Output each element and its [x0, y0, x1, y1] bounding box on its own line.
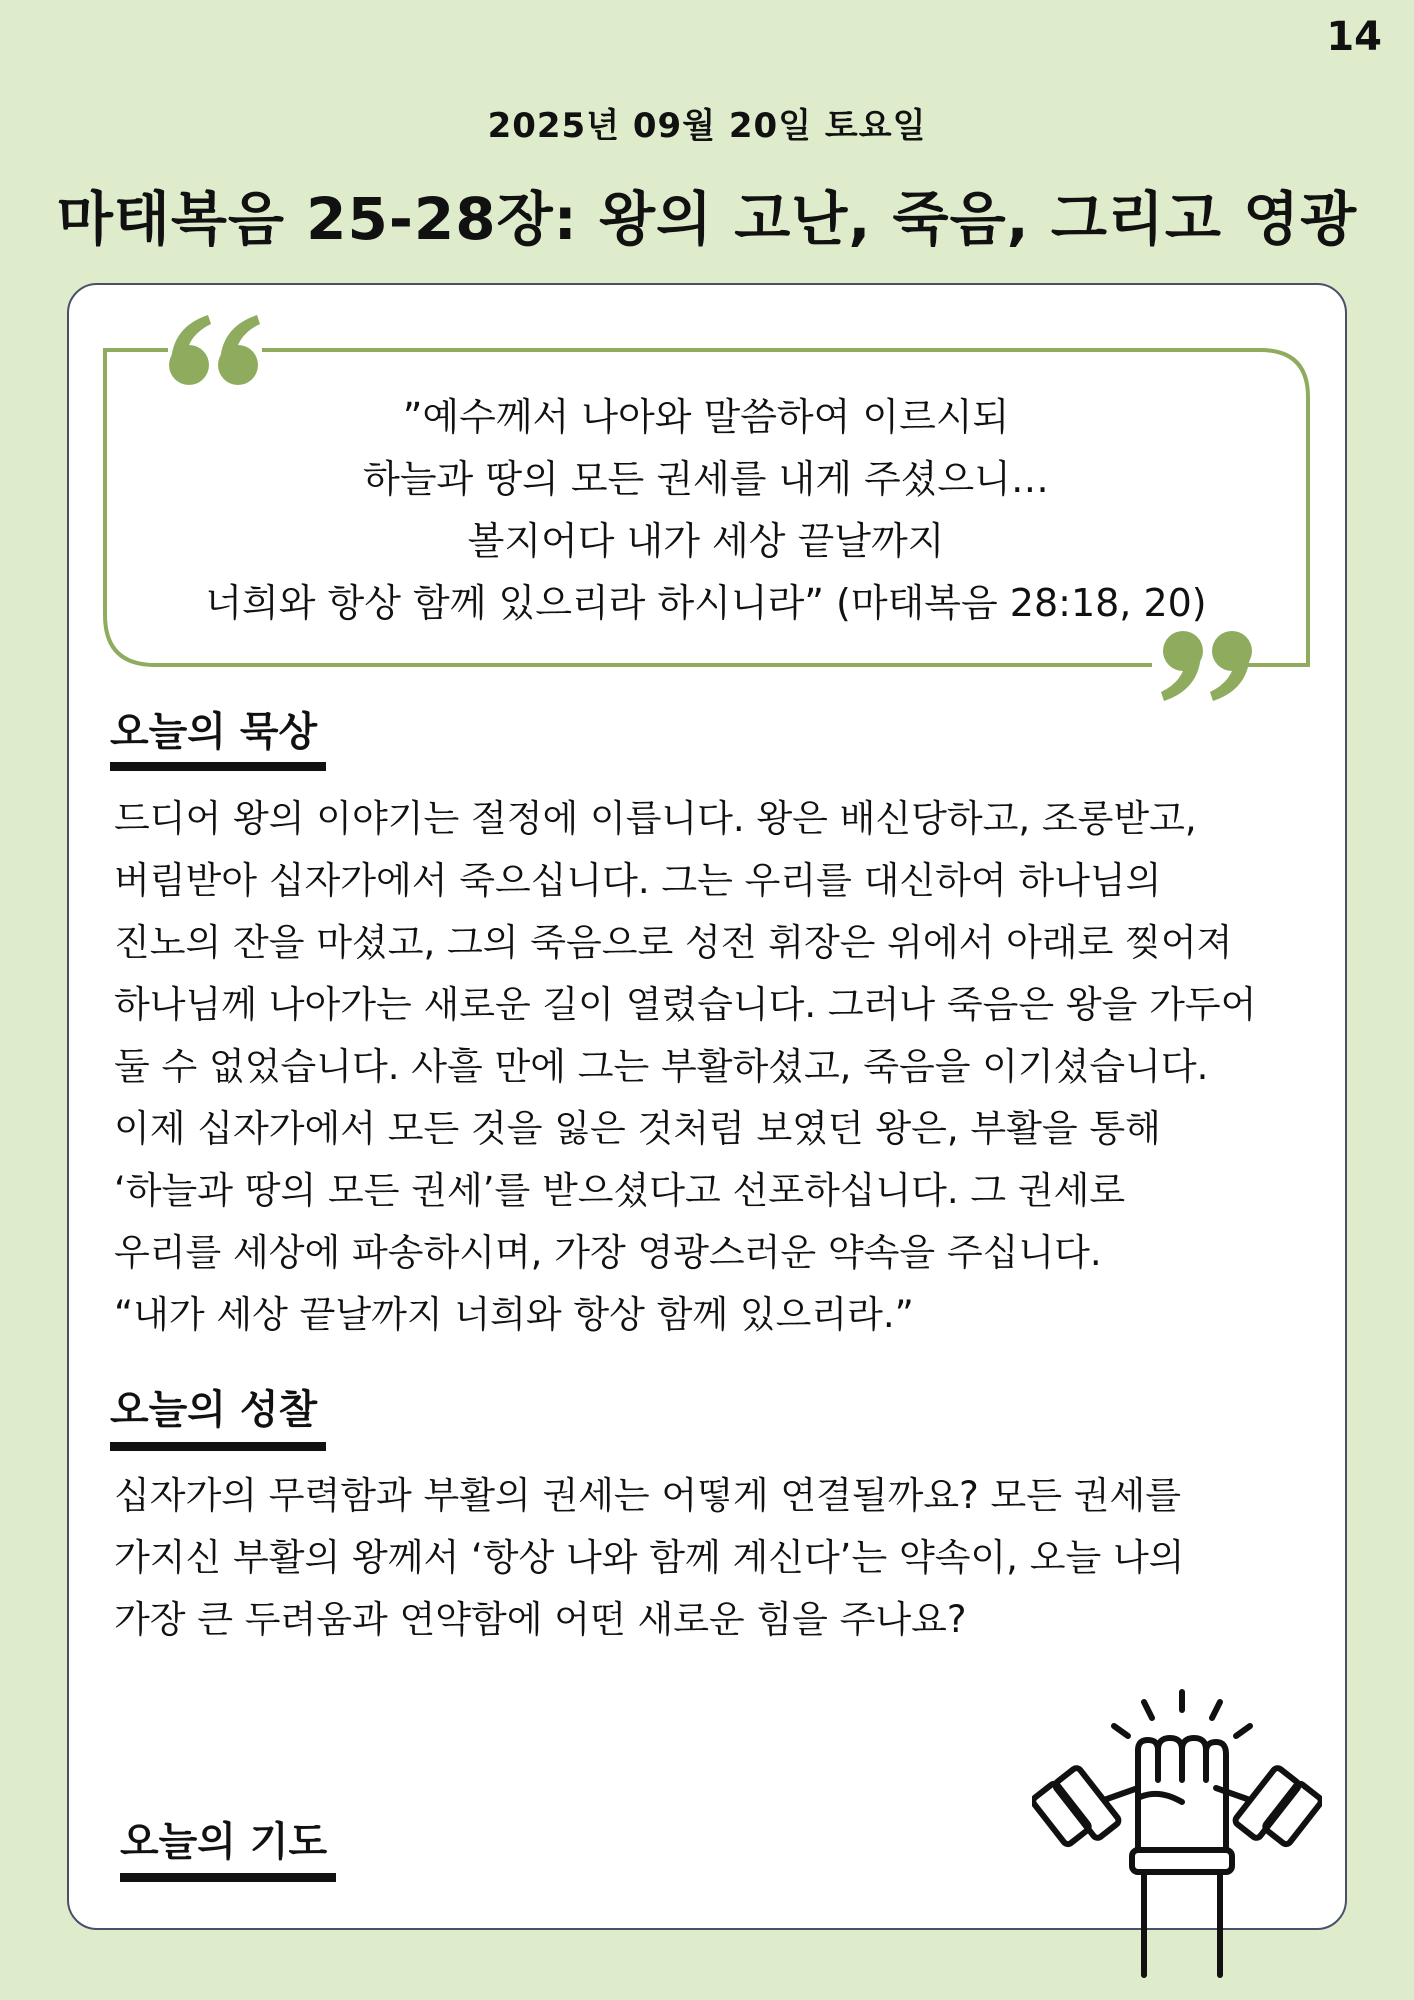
reflection-underline — [110, 1442, 326, 1451]
meditation-line: 진노의 잔을 마셨고, 그의 죽음으로 성전 휘장은 위에서 아래로 찢어져 — [114, 921, 1233, 964]
meditation-line: 이제 십자가에서 모든 것을 잃은 것처럼 보였던 왕은, 부활을 통해 — [114, 1107, 1161, 1150]
open-quote-icon — [166, 313, 266, 389]
meditation-line: 우리를 세상에 파송하시며, 가장 영광스러운 약속을 주십니다. — [114, 1231, 1102, 1274]
meditation-line: “내가 세상 끝날까지 너희와 항상 함께 있으리라.” — [114, 1293, 914, 1336]
reflection-line: 가장 큰 두려움과 연약함에 어떤 새로운 힘을 주나요? — [114, 1598, 967, 1641]
meditation-line: 드디어 왕의 이야기는 절정에 이릅니다. 왕은 배신당하고, 조롱받고, — [114, 797, 1197, 840]
reflection-line: 가지신 부활의 왕께서 ‘항상 나와 함께 계신다’는 약속이, 오늘 나의 — [114, 1536, 1185, 1579]
page-number: 14 — [1326, 14, 1382, 60]
fist-dumbbell-icon — [1032, 1680, 1322, 1980]
meditation-heading: 오늘의 묵상 — [110, 709, 318, 755]
quote-line: 볼지어다 내가 세상 끝날까지 — [467, 519, 945, 563]
meditation-line: 버림받아 십자가에서 죽으십니다. 그는 우리를 대신하여 하나님의 — [114, 859, 1162, 902]
meditation-text — [114, 788, 1344, 1346]
meditation-line: ‘하늘과 땅의 모든 권세’를 받으셨다고 선포하십니다. 그 권세로 — [114, 1169, 1126, 1212]
page-title: 마태복음 25-28장: 왕의 고난, 죽음, 그리고 영광 — [56, 185, 1358, 253]
meditation-line: 하나님께 나아가는 새로운 길이 열렸습니다. 그러나 죽음은 왕을 가두어 — [114, 983, 1257, 1026]
meditation-underline — [110, 762, 326, 771]
date-label: 2025년 09월 20일 토요일 — [487, 106, 927, 146]
close-quote-icon — [1155, 627, 1255, 703]
prayer-underline — [120, 1873, 336, 1882]
quote-line: 너희와 항상 함께 있으리라 하시니라” (마태복음 28:18, 20) — [205, 581, 1207, 625]
reflection-heading: 오늘의 성찰 — [110, 1387, 318, 1433]
reflection-text — [114, 1465, 1344, 1651]
reflection-line: 십자가의 무력함과 부활의 권세는 어떻게 연결될까요? 모든 권세를 — [114, 1474, 1181, 1517]
meditation-line: 둘 수 없었습니다. 사흘 만에 그는 부활하셨고, 죽음을 이기셨습니다. — [114, 1045, 1209, 1088]
quote-line: 하늘과 땅의 모든 권세를 내게 주셨으니… — [363, 457, 1049, 501]
scripture-quote — [102, 386, 1310, 634]
quote-line: ”예수께서 나아와 말씀하여 이르시되 — [402, 395, 1010, 439]
prayer-heading: 오늘의 기도 — [120, 1819, 328, 1865]
